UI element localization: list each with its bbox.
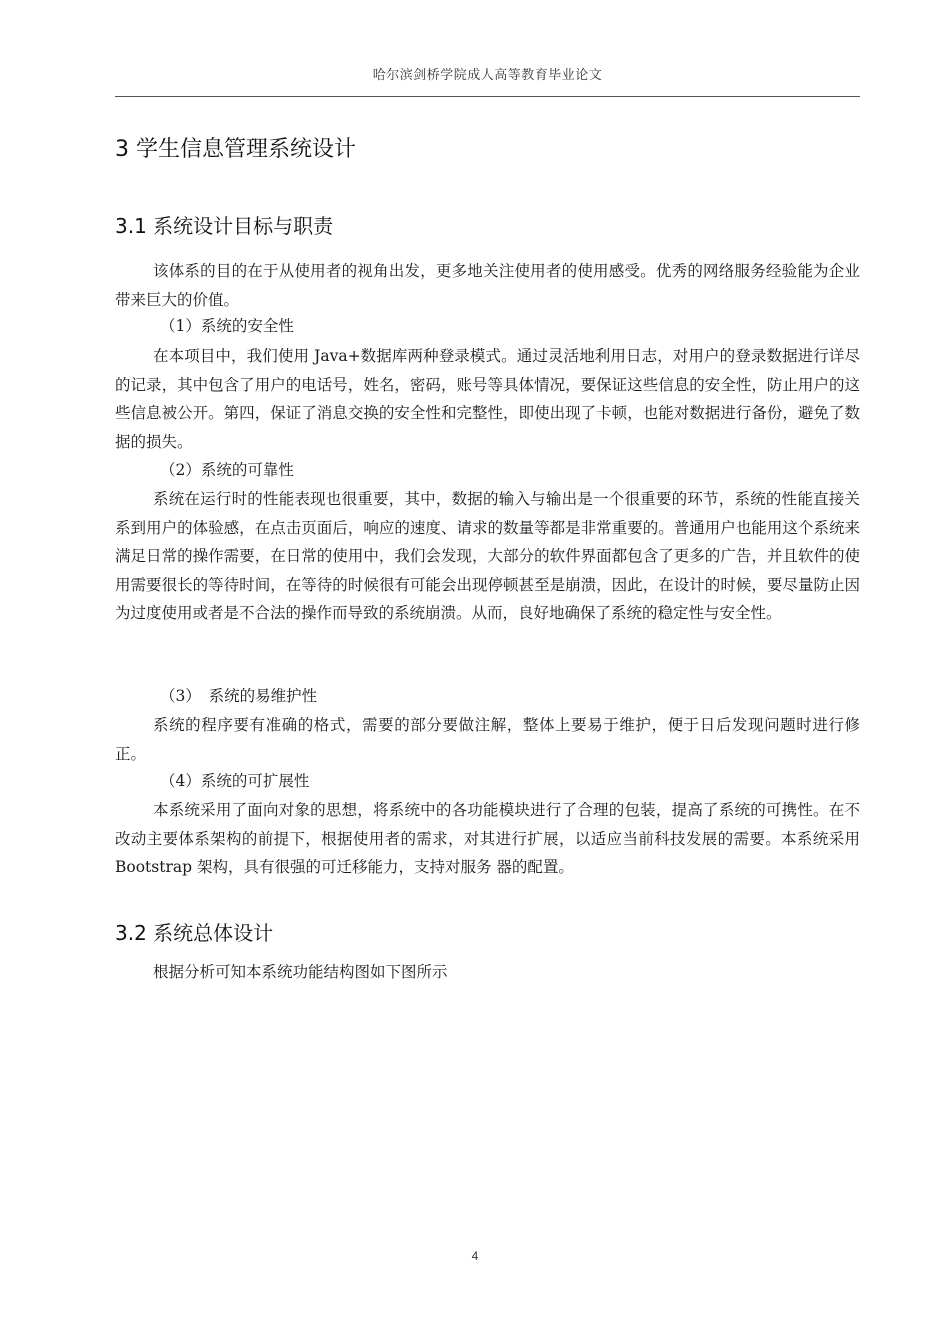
section-3-1-title: 3.1 系统设计目标与职责 bbox=[115, 214, 334, 238]
subsection-security-heading: （1）系统的安全性 bbox=[160, 317, 294, 335]
chapter-title: 3 学生信息管理系统设计 bbox=[115, 137, 356, 162]
page-header: 哈尔滨剑桥学院成人高等教育毕业论文 bbox=[372, 68, 603, 83]
page-number: 4 bbox=[471, 1249, 479, 1263]
section-3-2-intro: 根据分析可知本系统功能结构图如下图所示 bbox=[153, 963, 448, 981]
subsection-reliability-heading: （2）系统的可靠性 bbox=[160, 461, 294, 479]
subsection-extensibility-heading: （4）系统的可扩展性 bbox=[160, 772, 310, 790]
header-divider bbox=[115, 96, 860, 97]
section-3-2-title: 3.2 系统总体设计 bbox=[115, 921, 274, 945]
subsection-reliability-body: 系统在运行时的性能表现也很重要，其中，数据的输入与输出是一个很重要的环节，系统的性能直接关系到用户的体验感，在点击页面后，响应的速度、请求的数量等都是非常重要的。普通用户也能用这个系统来满足日常的操作需要，在日常的使用中，我们会发现，大部分的软件界面都包含了更多的广告，并且软件的使用需要很长的等待时间，在等待的时候很有可能会出现停顿甚至是崩溃，因此，在设计的时候，要尽量防止因为过度使用或者是不合法的操作而导致的系统崩溃。从而，良好地确保了系统的稳定性与安全性。 bbox=[115, 490, 860, 622]
subsection-security-body: 在本项目中，我们使用 Java+数据库两种登录模式。通过灵活地利用日志，对用户的登录数据进行详尽的记录，其中包含了用户的电话号，姓名，密码，账号等具体情况，要保证这些信息的安全性，防止用户的这些信息被公开。第四，保证了消息交换的安全性和完整性，即使出现了卡顿，也能对数据进行备份，避免了数据的损失。 bbox=[115, 347, 860, 451]
subsection-maintainability-heading: （3） 系统的易维护性 bbox=[160, 687, 318, 705]
subsection-extensibility-body: 本系统采用了面向对象的思想，将系统中的各功能模块进行了合理的包装，提高了系统的可携性。在不改动主要体系架构的前提下，根据使用者的需求，对其进行扩展，以适应当前科技发展的需要。本系统采用 Bootstrap 架构，具有很强的可迁移能力，支持对服务 器的配置。 bbox=[115, 801, 860, 876]
section-3-1-intro: 该体系的目的在于从使用者的视角出发，更多地关注使用者的使用感受。优秀的网络服务经验能为企业带来巨大的价值。 bbox=[115, 262, 860, 309]
subsection-maintainability-body: 系统的程序要有准确的格式，需要的部分要做注解，整体上要易于维护，便于日后发现问题时进行修正。 bbox=[115, 716, 860, 763]
